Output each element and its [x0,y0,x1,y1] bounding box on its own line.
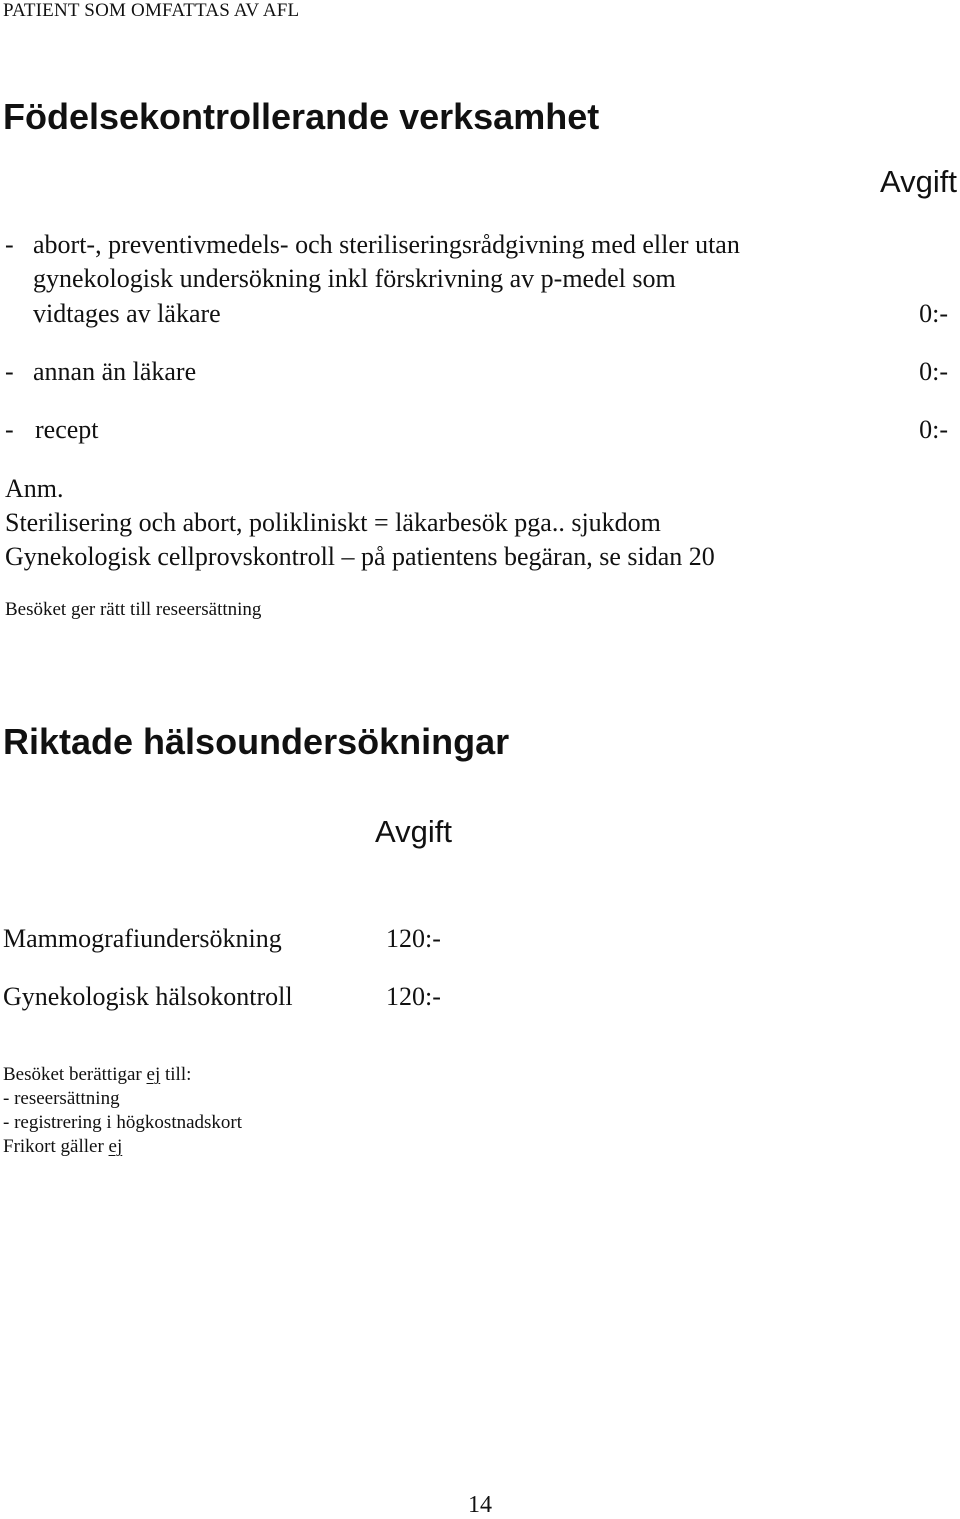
fee-column-header: Avgift [880,164,957,199]
footnote-line: Besöket berättigar ej till: [3,1064,192,1085]
item-line: gynekologisk undersökning inkl förskrivning av p-medel som [33,264,676,293]
item-label: Gynekologisk hälsokontroll [3,982,293,1011]
item-dash: - [5,415,14,444]
item-price: 120:- [386,924,441,953]
item-line: annan än läkare [33,357,197,386]
footnote-line: - registrering i högkostnadskort [3,1112,243,1133]
item-label: Mammografiundersökning [3,924,282,953]
note-label: Anm. [5,474,64,503]
section-title-birth-control: Födelsekontrollerande verksamhet [3,96,600,137]
travel-compensation-note: Besöket ger rätt till reseersättning [5,599,262,620]
item-dash: - [5,357,14,386]
item-line: vidtages av läkare [33,299,221,328]
item-price: 0:- [919,415,948,444]
page-number: 14 [468,1492,492,1518]
section-title-health-checks: Riktade hälsoundersökningar [3,721,510,762]
footnote-line: Frikort gäller ej [3,1136,123,1157]
note-line: Sterilisering och abort, polikliniskt = läkarbesök pga.. sjukdom [5,508,661,537]
emphasis-ej: ej [146,1064,161,1085]
item-line: recept [35,415,99,444]
item-price: 0:- [919,357,948,386]
emphasis-ej: ej [108,1136,123,1157]
footnote-line: - reseersättning [3,1088,120,1109]
note-line: Gynekologisk cellprovskontroll – på patientens begäran, se sidan 20 [5,542,715,571]
item-price: 0:- [919,299,948,328]
item-line: abort-, preventivmedels- och steriliseringsrådgivning med eller utan [33,230,740,259]
item-dash: - [5,230,14,259]
item-price: 120:- [386,982,441,1011]
fee-column-header: Avgift [375,814,452,849]
running-header: PATIENT SOM OMFATTAS AV AFL [3,0,300,21]
